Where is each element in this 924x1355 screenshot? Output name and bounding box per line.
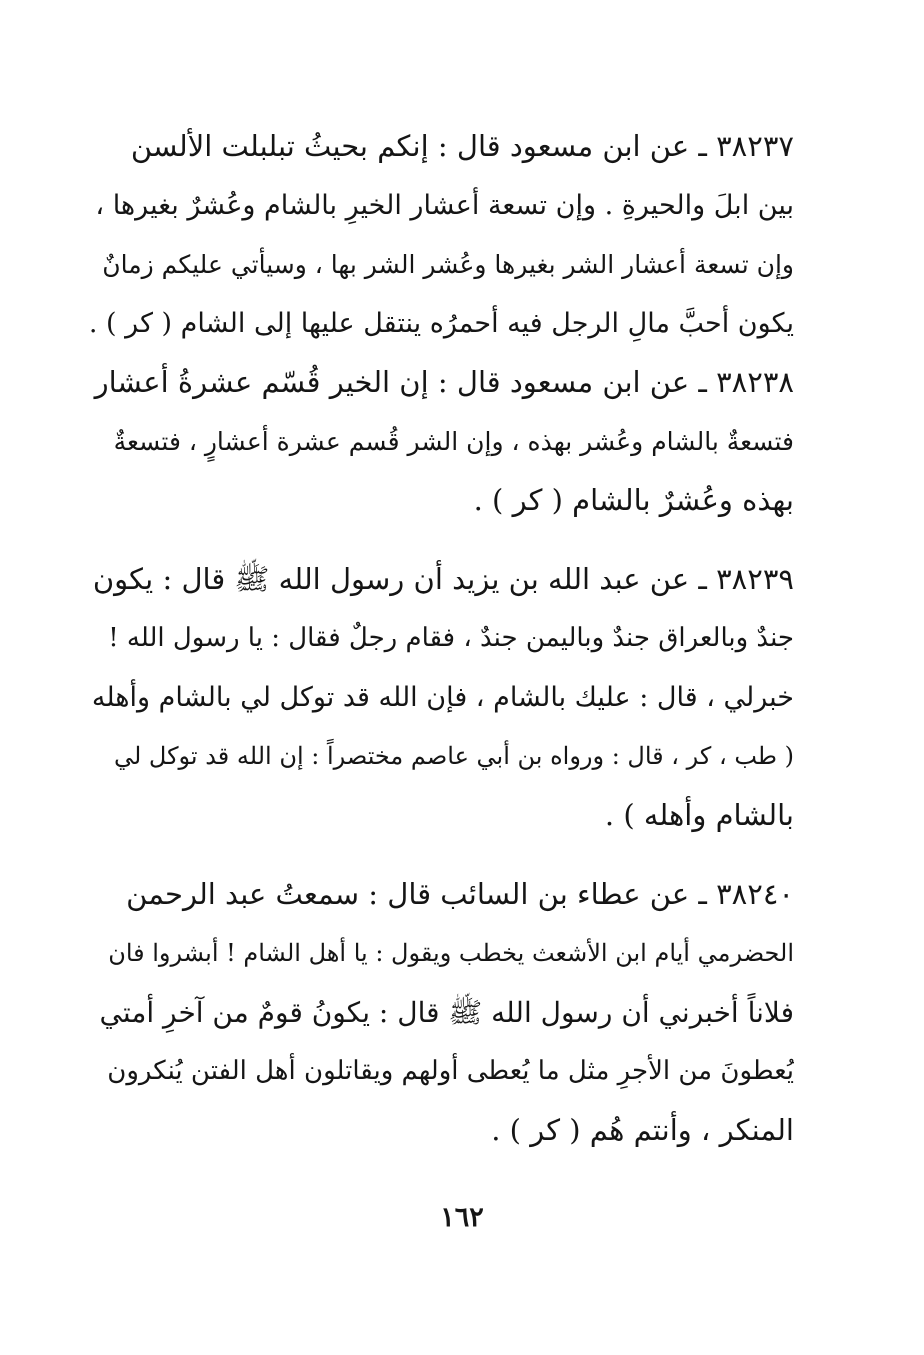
text-line: وإن تسعة أعشار الشر بغيرها وعُشر الشر بها ، وسيأتي عليكم زمانٌ [102, 250, 794, 279]
hadith-entry-38238 [88, 353, 794, 530]
hadith-entry-38237 [88, 117, 794, 353]
hadith-entry-38240 [88, 865, 794, 1160]
text-line: المنكر ، وأنتم هُم ( كر ) . [491, 1113, 794, 1147]
text-line: الحضرمي أيام ابن الأشعث يخطب ويقول : يا أهل الشام ! أبشروا فان [108, 939, 794, 967]
text-line: ٣٨٢٣٨ ـ عن ابن مسعود قال : إن الخير قُسّم عشرةُ أعشار [94, 365, 794, 399]
text-line: فتسعةٌ بالشام وعُشر بهذه ، وإن الشر قُسم عشرة أعشارٍ ، فتسعةٌ [113, 427, 794, 456]
page-number: ١٦٢ [440, 1202, 484, 1233]
text-line: فلاناً أخبرني أن رسول الله ﷺ قال : يكونُ قومٌ من آخرِ أمتي [99, 996, 794, 1029]
text-line: يكون أحبَّ مالِ الرجل فيه أحمرُه ينتقل عليها إلى الشام ( كر ) . [88, 308, 794, 339]
text-line: بالشام وأهله ) . [604, 798, 794, 832]
text-line: يُعطونَ من الأجرِ مثل ما يُعطى أولهم ويقاتلون أهل الفتن يُنكرون [107, 1056, 794, 1086]
text-line: ٣٨٢٣٩ ـ عن عبد الله بن يزيد أن رسول الله ﷺ قال : يكون [92, 562, 794, 596]
text-line: ٣٨٢٤٠ ـ عن عطاء بن السائب قال : سمعتُ عبد الرحمن [126, 877, 794, 911]
hadith-entry-38239 [88, 550, 794, 845]
text-line: بهذه وعُشرٌ بالشام ( كر ) . [473, 483, 794, 517]
text-line: ( طب ، كر ، قال : ورواه بن أبي عاصم مختصراً : إن الله قد توكل لي [113, 742, 794, 770]
text-line: بين ابلَ والحيرةِ . وإن تسعة أعشار الخيرِ بالشام وعُشرٌ بغيرها ، [95, 190, 794, 221]
text-line: خبرلي ، قال : عليك بالشام ، فإن الله قد توكل لي بالشام وأهله [91, 682, 794, 713]
text-line: ٣٨٢٣٧ ـ عن ابن مسعود قال : إنكم بحيثُ تبلبلت الألسن [130, 129, 794, 163]
text-line: جندٌ وبالعراق جندٌ وباليمن جندٌ ، فقام رجلٌ فقال : يا رسول الله ! [108, 623, 794, 653]
